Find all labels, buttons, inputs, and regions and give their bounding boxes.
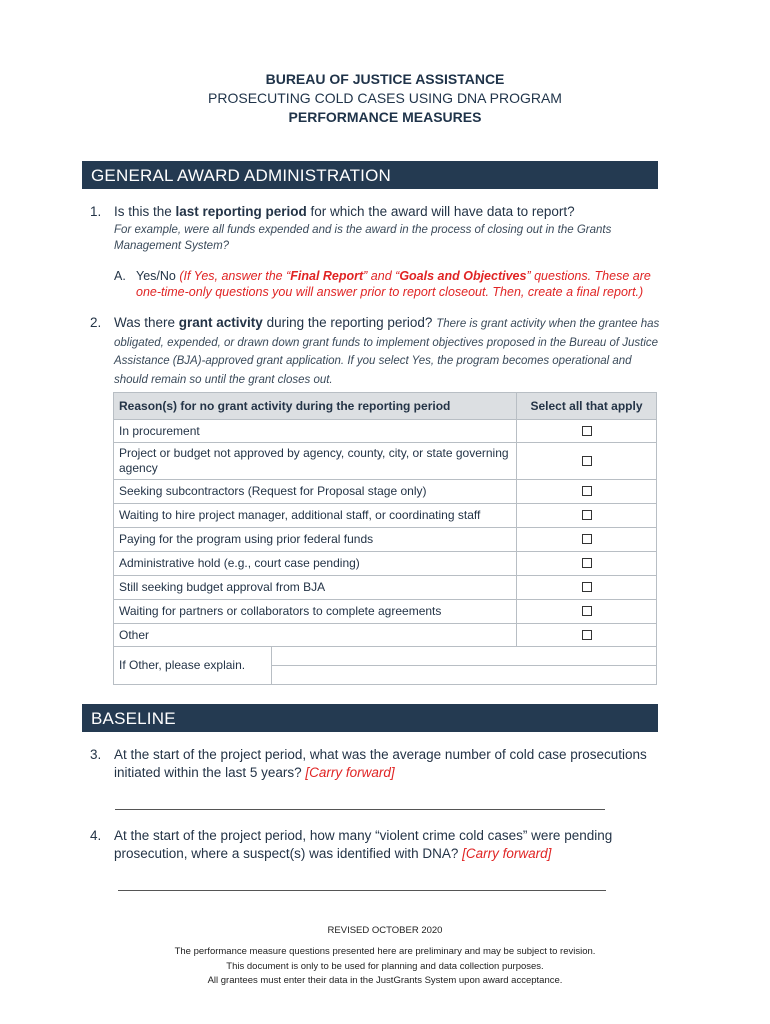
header-program: PROSECUTING COLD CASES USING DNA PROGRAM bbox=[208, 90, 562, 106]
question-hint: There is grant activity when the grantee has obligated, expended, or drawn down grant funds to implement objectives proposed in the Bureau of Justice Assistance (BJA)-approved grant application. If you select Yes, the program becomes operational and should remain so until the grant closes out. bbox=[114, 318, 660, 386]
footer-disclaimer bbox=[0, 945, 770, 989]
checkbox-icon[interactable] bbox=[582, 534, 592, 544]
document-header bbox=[0, 70, 770, 127]
answer-option-a bbox=[114, 268, 662, 300]
header-subtitle: PERFORMANCE MEASURES bbox=[288, 109, 482, 125]
footer-line: This document is only to be used for planning and data collection purposes. bbox=[226, 960, 544, 972]
question-number: 4. bbox=[90, 828, 102, 843]
reason-checkbox[interactable] bbox=[517, 600, 657, 624]
checkbox-icon[interactable] bbox=[582, 582, 592, 592]
note-text: (If Yes, answer the “ bbox=[175, 269, 291, 283]
note-text: ” questions. These are one-time-only questions you will answer prior to report closeout. Then, create a final report.) bbox=[136, 269, 651, 299]
table-row bbox=[114, 528, 657, 552]
reason-label: Waiting to hire project manager, additional staff, or coordinating staff bbox=[114, 504, 517, 528]
reason-label: Administrative hold (e.g., court case pending) bbox=[114, 552, 517, 576]
explain-input-line-2[interactable] bbox=[272, 666, 657, 685]
reason-label: Waiting for partners or collaborators to complete agreements bbox=[114, 600, 517, 624]
reason-checkbox[interactable] bbox=[517, 528, 657, 552]
question-2 bbox=[90, 314, 662, 388]
question-number: 3. bbox=[90, 747, 102, 762]
checkbox-icon[interactable] bbox=[582, 486, 592, 496]
question-number: 2. bbox=[90, 315, 102, 330]
question-4 bbox=[90, 827, 662, 863]
header-agency: BUREAU OF JUSTICE ASSISTANCE bbox=[265, 71, 505, 87]
table-row bbox=[114, 443, 657, 480]
table-row bbox=[114, 504, 657, 528]
checkbox-icon[interactable] bbox=[582, 426, 592, 436]
reason-label: Seeking subcontractors (Request for Proposal stage only) bbox=[114, 480, 517, 504]
question-emphasis: last reporting period bbox=[175, 204, 307, 219]
yes-no-answer[interactable]: Yes/No bbox=[136, 269, 176, 283]
reason-label: In procurement bbox=[114, 420, 517, 443]
table-row bbox=[114, 576, 657, 600]
revised-date: REVISED OCTOBER 2020 bbox=[327, 925, 443, 936]
reason-checkbox[interactable] bbox=[517, 552, 657, 576]
select-column-header: Select all that apply bbox=[517, 393, 657, 420]
checkbox-icon[interactable] bbox=[582, 630, 592, 640]
question-text: At the start of the project period, what was the average number of cold case prosecutions initiated within the last 5 years? bbox=[114, 747, 647, 780]
checkbox-icon[interactable] bbox=[582, 510, 592, 520]
reason-label: Other bbox=[114, 624, 517, 647]
reason-checkbox[interactable] bbox=[517, 443, 657, 480]
question-text: Was there bbox=[114, 315, 179, 330]
reasons-column-header: Reason(s) for no grant activity during the reporting period bbox=[114, 393, 517, 420]
table-row-explain bbox=[114, 647, 657, 666]
question-text: Is this the bbox=[114, 204, 176, 219]
question-number: 1. bbox=[90, 204, 102, 219]
explain-input-line-1[interactable] bbox=[272, 647, 657, 666]
table-row bbox=[114, 552, 657, 576]
note-text: ” and “ bbox=[363, 269, 400, 283]
carry-forward-note: [Carry forward] bbox=[305, 765, 395, 780]
explain-label: If Other, please explain. bbox=[114, 647, 272, 685]
reason-checkbox[interactable] bbox=[517, 420, 657, 443]
answer-line-q4[interactable] bbox=[118, 890, 606, 891]
reason-checkbox[interactable] bbox=[517, 624, 657, 647]
carry-forward-note: [Carry forward] bbox=[462, 846, 552, 861]
note-final-report: Final Report bbox=[290, 269, 364, 283]
reason-checkbox[interactable] bbox=[517, 504, 657, 528]
note-goals-objectives: Goals and Objectives bbox=[399, 269, 527, 283]
section-general-award-administration: GENERAL AWARD ADMINISTRATION bbox=[82, 161, 658, 189]
question-3 bbox=[90, 746, 662, 782]
table-row bbox=[114, 480, 657, 504]
checkbox-icon[interactable] bbox=[582, 456, 592, 466]
table-row bbox=[114, 420, 657, 443]
question-1 bbox=[90, 203, 662, 300]
reason-checkbox[interactable] bbox=[517, 576, 657, 600]
table-row bbox=[114, 600, 657, 624]
question-text: At the start of the project period, how many “violent crime cold cases” were pending prosecution, where a suspect(s) was identified with DNA? bbox=[114, 828, 613, 861]
option-label: A. bbox=[114, 269, 126, 283]
no-activity-reasons-table bbox=[113, 392, 657, 685]
checkbox-icon[interactable] bbox=[582, 606, 592, 616]
question-hint: For example, were all funds expended and is the award in the process of closing out in the Grants Management System? bbox=[114, 224, 612, 252]
footer-line: The performance measure questions presented here are preliminary and may be subject to revision. bbox=[174, 946, 596, 957]
section-baseline: BASELINE bbox=[82, 704, 658, 732]
reason-label: Paying for the program using prior federal funds bbox=[114, 528, 517, 552]
footer-line: All grantees must enter their data in the JustGrants System upon award acceptance. bbox=[207, 975, 563, 986]
answer-line-q3[interactable] bbox=[115, 809, 605, 810]
table-row bbox=[114, 624, 657, 647]
question-text: for which the award will have data to report? bbox=[306, 204, 575, 219]
reason-checkbox[interactable] bbox=[517, 480, 657, 504]
question-text: during the reporting period? bbox=[262, 315, 437, 330]
question-emphasis: grant activity bbox=[178, 315, 263, 330]
reason-label: Project or budget not approved by agency, county, city, or state governing agency bbox=[114, 443, 517, 480]
table-header-row bbox=[114, 393, 657, 420]
reason-label: Still seeking budget approval from BJA bbox=[114, 576, 517, 600]
checkbox-icon[interactable] bbox=[582, 558, 592, 568]
